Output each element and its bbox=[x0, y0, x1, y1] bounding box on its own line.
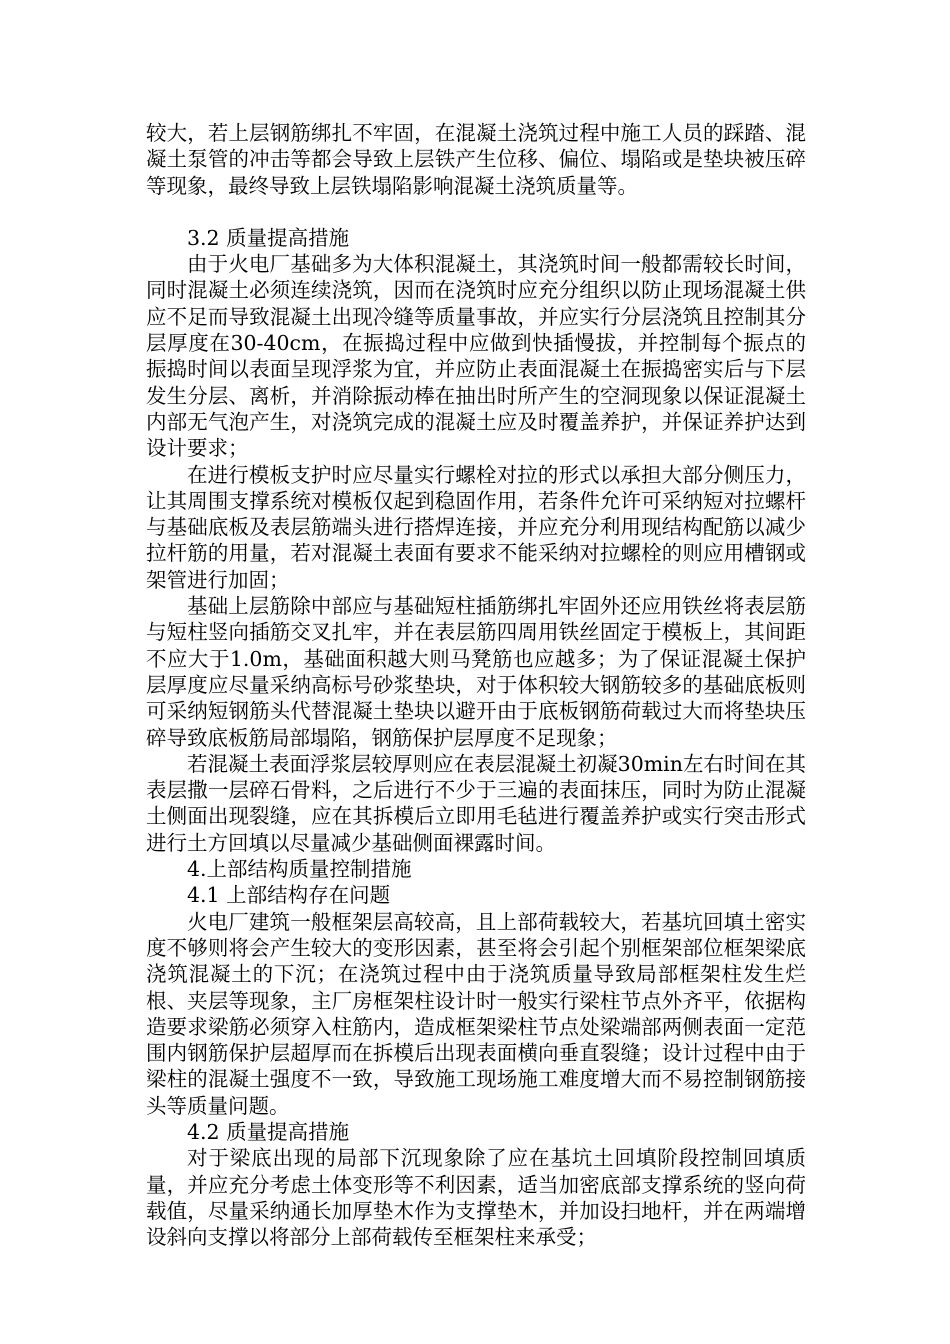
section-heading-4-1: 4.1 上部结构存在问题 bbox=[187, 883, 391, 908]
paragraph-problems: 火电厂建筑一般框架层高较高，且上部荷载较大，若基坑回填土密实度不够则将会产生较大的变形因素，甚至将会引起个别框架部位框架梁底浇筑混凝土的下沉；在浇筑过程中由于浇筑质量导致局部框架柱发生烂根、夹层等现象，主厂房框架柱设计时一般实行梁柱节点外齐平，依据构造要求梁筋必须穿入柱筋内，造成框架梁柱节点处梁端部两侧表面一定范围内钢筋保护层超厚而在拆模后出现表面横向垂直裂缝；设计过程中由于梁柱的混凝土强度不一致，导致施工现场施工难度增大而不易控制钢筋接头等质量问题。 bbox=[146, 909, 806, 1118]
section-heading-4-2: 4.2 质量提高措施 bbox=[187, 1119, 350, 1144]
paragraph-formwork: 在进行模板支护时应尽量实行螺栓对拉的形式以承担大部分侧压力，让其周围支撑系统对模板仅起到稳固作用，若条件允许可采纳短对拉螺杆与基础底板及表层筋端头进行搭焊连接，并应充分利用现结构配筋以减少拉杆筋的用量，若对混凝土表面有要求不能采纳对拉螺栓的则应用槽钢或架管进行加固； bbox=[146, 462, 806, 592]
paragraph-measures: 对于梁底出现的局部下沉现象除了应在基坑土回填阶段控制回填质量，并应充分考虑土体变形等不利因素，适当加密底部支撑系统的竖向荷载值，尽量采纳通长加厚垫木作为支撑垫木，并加设扫地杆，并在两端增设斜向支撑以将部分上部荷载传至框架柱来承受； bbox=[146, 1146, 806, 1250]
paragraph-continuation: 较大，若上层钢筋绑扎不牢固，在混凝土浇筑过程中施工人员的踩踏、混凝土泵管的冲击等都会导致上层铁产生位移、偏位、塌陷或是垫块被压碎等现象，最终导致上层铁塌陷影响混凝土浇筑质量等。 bbox=[146, 121, 806, 198]
section-heading-3-2: 3.2 质量提高措施 bbox=[187, 225, 350, 250]
paragraph-gap bbox=[146, 199, 806, 225]
paragraph-surface: 若混凝土表面浮浆层较厚则应在表层混凝土初凝30min左右时间在其表层撒一层碎石骨料，之后进行不少于三遍的表面抹压，同时为防止混凝土侧面出现裂缝，应在其拆模后立即用毛毡进行覆盖养护或实行突击形式进行土方回填以尽量减少基础侧面裸露时间。 bbox=[146, 751, 806, 855]
paragraph-rebar: 基础上层筋除中部应与基础短柱插筋绑扎牢固外还应用铁丝将表层筋与短柱竖向插筋交叉扎牢，并在表层筋四周用铁丝固定于模板上，其间距不应大于1.0m，基础面积越大则马凳筋也应越多；为了保证混凝土保护层厚度应尽量采纳高标号砂浆垫块，对于体积较大钢筋较多的基础底板则可采纳短钢筋头代替混凝土垫块以避开由于底板钢筋荷载过大而将垫块压碎导致底板筋局部塌陷，钢筋保护层厚度不足现象； bbox=[146, 594, 806, 750]
document-page bbox=[146, 120, 806, 1250]
paragraph-pouring: 由于火电厂基础多为大体积混凝土，其浇筑时间一般都需较长时间，同时混凝土必须连续浇筑，因而在浇筑时应充分组织以防止现场混凝土供应不足而导致混凝土出现冷缝等质量事故，并应实行分层浇筑且控制其分层厚度在30-40cm，在振捣过程中应做到快插慢拔，并控制每个振点的振捣时间以表面呈现浮浆为宜，并应防止表面混凝土在振捣密实后与下层发生分层、离析，并消除振动棒在抽出时所产生的空洞现象以保证混凝土内部无气泡产生，对浇筑完成的混凝土应及时覆盖养护，并保证养护达到设计要求； bbox=[146, 252, 806, 461]
section-heading-4: 4.上部结构质量控制措施 bbox=[187, 857, 412, 882]
